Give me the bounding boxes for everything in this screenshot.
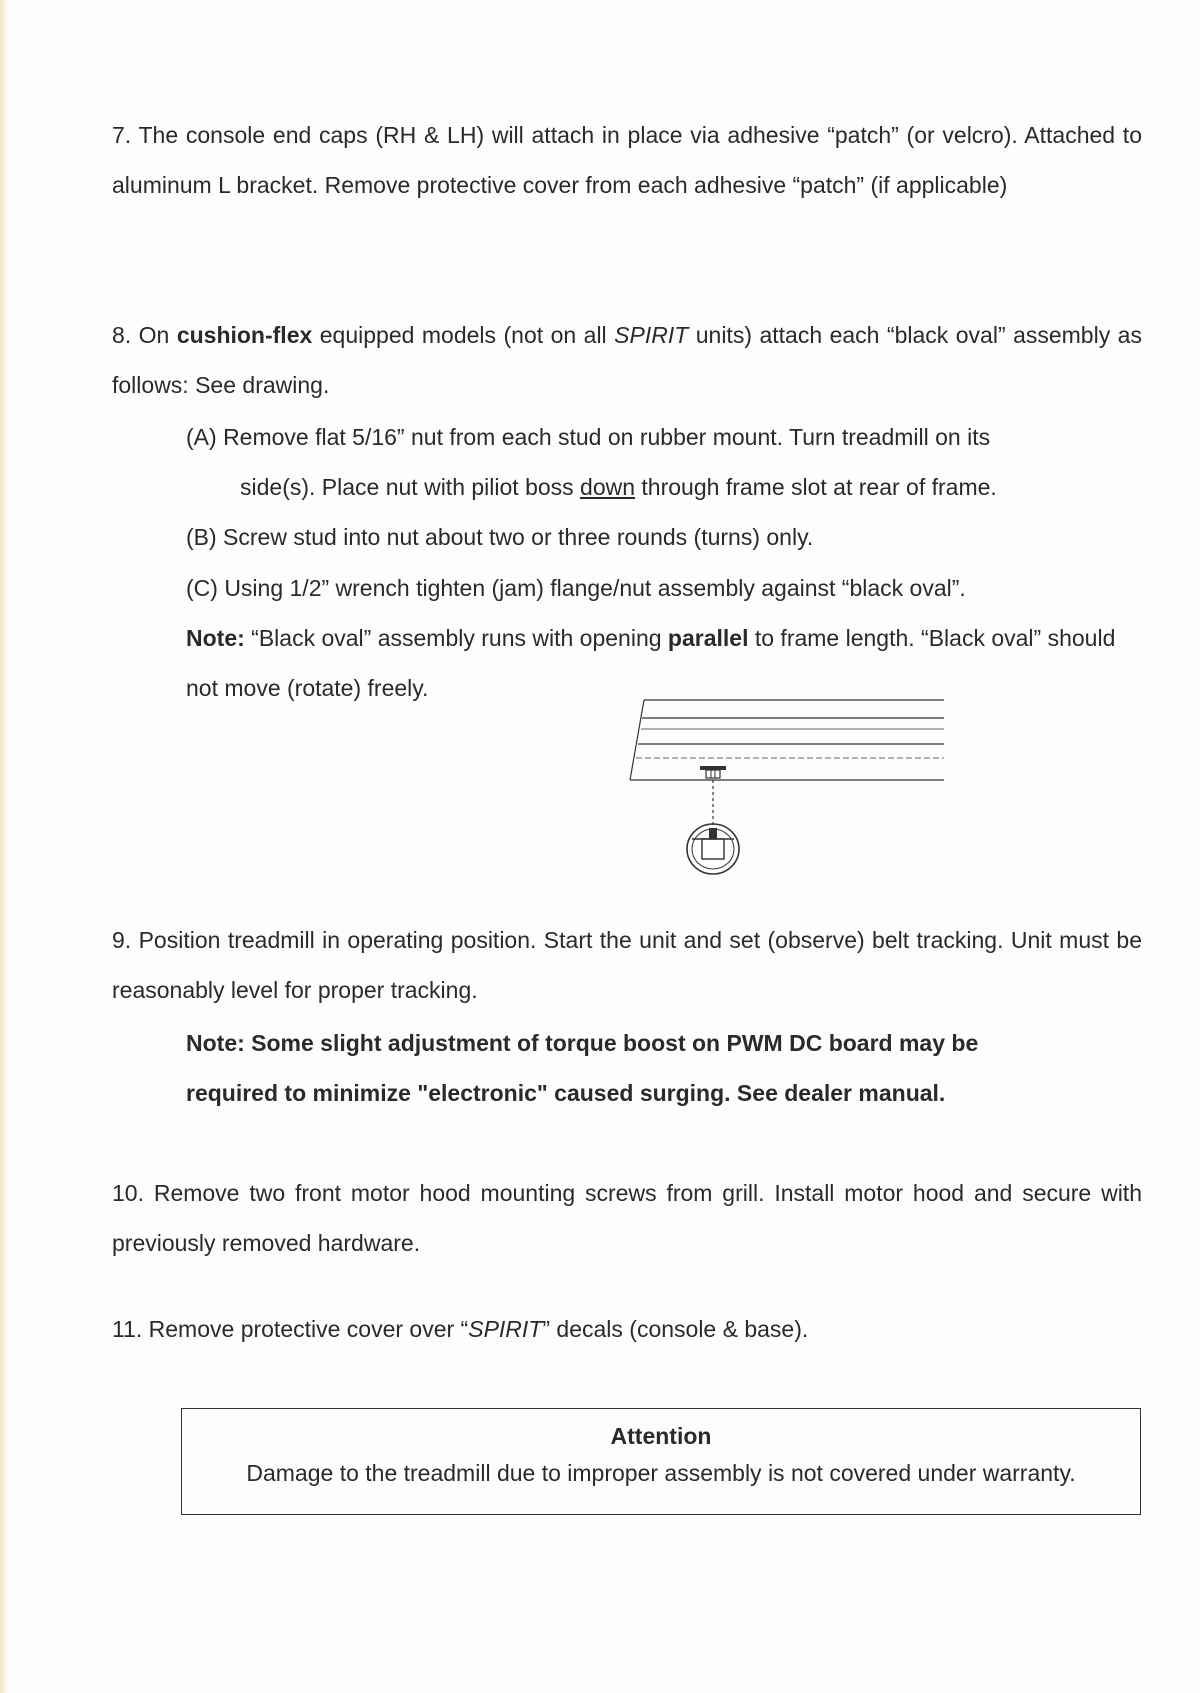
note-pre: “Black oval” assembly runs with opening <box>244 625 668 651</box>
step-8-mid1: equipped models (not on all <box>312 322 615 348</box>
cushion-flex-term: cushion-flex <box>176 322 313 348</box>
paper-edge <box>0 0 8 1693</box>
step-8-mid2: units) attach each “black oval” assembly as follows: See drawing. <box>112 322 1142 398</box>
step-8-sub-a <box>186 412 1146 512</box>
note-post: to frame length. “Black oval” should not move (rotate) freely. <box>186 625 1116 701</box>
note-label: Note: <box>186 625 245 651</box>
step-9-note-line2: required to minimize "electronic" caused surging. See dealer manual. <box>186 1080 946 1106</box>
black-oval-drawing <box>622 696 952 892</box>
spirit-brand: SPIRIT <box>614 322 689 348</box>
sub-a-line2-post: through frame slot at rear of frame. <box>635 474 997 500</box>
spirit-brand-decal: SPIRIT <box>468 1316 543 1342</box>
sub-a-line2-pre: side(s). Place nut with piliot boss <box>240 474 581 500</box>
step-9-note <box>186 1018 1146 1118</box>
step-8-sub-c: (C) Using 1/2” wrench tighten (jam) flange/nut assembly against “black oval”. <box>186 575 966 601</box>
nut-part <box>700 766 726 778</box>
sub-a-line1: Remove flat 5/16” nut from each stud on rubber mount. Turn treadmill on its <box>223 424 991 450</box>
step-9-note-line1: Note: Some slight adjustment of torque boost on PWM DC board may be <box>186 1030 979 1056</box>
step-11 <box>112 1304 1142 1354</box>
step-11-suffix: ” decals (console & base). <box>542 1316 809 1342</box>
step-9: 9. Position treadmill in operating position. Start the unit and set (observe) belt tracking. Unit must be reasonably level for proper tracking. <box>112 927 1142 1003</box>
underlined-down: down <box>580 474 636 500</box>
sub-a-line2 <box>186 462 1146 512</box>
step-8 <box>112 310 1142 410</box>
step-10: 10. Remove two front motor hood mounting screws from grill. Install motor hood and secure with previously removed hardware. <box>112 1180 1142 1256</box>
step-8-prefix: 8. On <box>112 322 177 348</box>
parallel-term: parallel <box>667 625 749 651</box>
step-11-prefix: 11. Remove protective cover over “ <box>112 1316 469 1342</box>
step-7: 7. The console end caps (RH & LH) will attach in place via adhesive “patch” (or velcro). Attached to aluminum L bracket. Remove protective cover from each adhesive “patch” (if applicable) <box>112 122 1142 198</box>
attention-title: Attention <box>610 1423 712 1449</box>
attention-box <box>181 1408 1141 1515</box>
black-oval-mount <box>687 824 739 874</box>
frame-slant <box>630 700 644 780</box>
step-8-sub-b: (B) Screw stud into nut about two or three rounds (turns) only. <box>186 524 814 550</box>
attention-text: Damage to the treadmill due to improper assembly is not covered under warranty. <box>246 1460 1076 1486</box>
sub-a-label: (A) <box>186 424 217 450</box>
